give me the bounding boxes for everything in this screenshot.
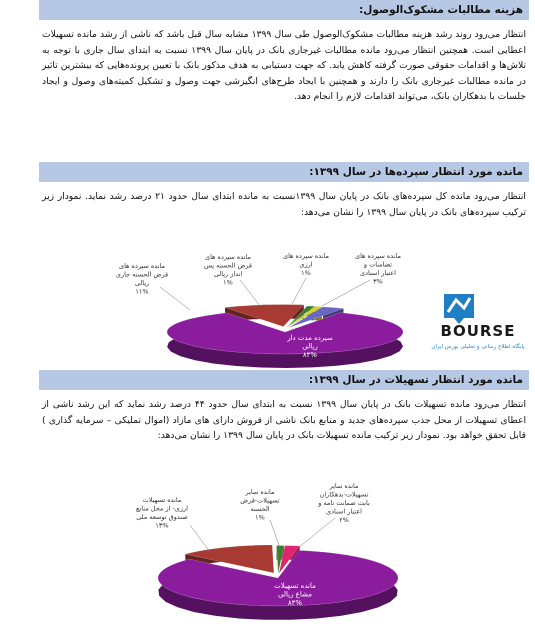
pie-label-text: الحسنه [250, 505, 270, 513]
section-heading-deposits: مانده مورد انتظار سپرده‌ها در سال ۱۳۹۹: [39, 162, 529, 182]
pie-label [204, 253, 252, 287]
loans-pie-chart [120, 470, 430, 640]
pie-label-text: ریالی [134, 279, 150, 287]
pie-leader-line [292, 278, 306, 304]
pie-label-text: اعتبار اسنادی [326, 507, 362, 516]
bourse-logo-wordmark: BOURSE [440, 322, 516, 340]
pie-label-text: صندوق توسعه ملی [136, 513, 188, 521]
pie-label-text: تضامنات و [363, 260, 393, 269]
pie-label-text: مانده سایر [245, 488, 275, 496]
pie-label-text: ۱% [301, 269, 311, 277]
pie-label-text: مانده سپرده های [204, 253, 252, 261]
pie-label-text: مانده سایر [329, 482, 359, 490]
pie-label [317, 482, 370, 524]
pie-label-text: مانده سپرده های [118, 262, 166, 270]
pie-label-text: اعتبار اسنادی [360, 269, 396, 277]
bourse-emblem-icon [444, 294, 474, 324]
paragraph-deposits: انتظار می‌رود مانده کل سپرده‌های بانک در پایان سال ۱۳۹۹نسبت به مانده ابتدای سال حدود ۲۱ درصد رشد نماید. نمودار زیر ترکیب سپرده‌های بانک در پایان سال ۱۳۹۹ را نشان می‌دهد: [42, 191, 526, 218]
pie-label-text: قرض الحسنه پس [203, 261, 253, 270]
pie-label-text: بابت ضمانت نامه و [318, 499, 370, 507]
pie-label-text: سپرده مدت دار [287, 334, 333, 342]
pie-leader-line [190, 525, 210, 552]
pie-label [283, 252, 329, 277]
pie-label-text: مانده سپرده های [282, 252, 330, 260]
pie-leader-line [270, 520, 280, 548]
pie-label [136, 496, 188, 530]
pie-leader-line [322, 280, 370, 306]
pie-label-text: انداز ریالی [213, 270, 243, 278]
pie-label-text: تسهیلات-قرض [240, 496, 280, 505]
pie-label-text: ۱۱% [135, 287, 149, 296]
section-heading-doubtful-receivables: هزینه مطالبات مشکوک‌الوصول: [39, 0, 529, 20]
pie-leader-line [160, 287, 190, 310]
pie-label-text: ۸۴% [302, 351, 318, 359]
deposits-pie-chart [60, 232, 430, 372]
pie-label-text: مانده تسهیلات [142, 496, 182, 504]
pie-label-text: ارزی- از محل منابع [136, 504, 188, 513]
paragraph-doubtful-receivables: انتظار می‌رود روند رشد هزینه مطالبات مشکوک‌الوصول طی سال ۱۳۹۹ مشابه سال قبل باشد که ناشی از رشد مانده تسهیلات اعطایی است. همچنین انتظار می‌رود مانده مطالبات غیرجاری بانک در پایان سال ۱۳۹۹ نسبت به ابتدای سال جاری با توجه به تلاش‌ها و اقدامات حقوقی صورت گرفته کاهش یابد. که جهت دستیابی به هدف مذکور بانک با تعیین پرونده‌هایی که بیشترین تاثیر در مانده مطالبات غیرجاری بانک را دارند و همچنین با ایجاد طرح‌های انگیزشی جهت وصول و تشکیل کمیته‌های وصول و ایجاد جلسات با بدهکاران بانک، می‌تواند اقدامات لازم را انجام دهد. [42, 29, 527, 102]
pie-label-text: ۸۴% [287, 599, 303, 607]
pie-leader-line [240, 280, 260, 306]
pie-label [240, 488, 280, 522]
pie-label-text: تسهیلات-بدهکاران [319, 490, 369, 499]
pie-label [116, 262, 168, 296]
pie-label-text: مانده سپرده های [354, 252, 402, 260]
paragraph-loans: انتظار می‌رود مانده تسهیلات بانک در پایان سال ۱۳۹۹ نسبت به ابتدای سال حدود ۴۴ درصد رشد نماید که این رشد ناشی از اعطای تسهیلات از محل جذب سپرده‌های جدید و منابع بانک ناشی از فروش دارای های مازاد (اموال تملیکی – سرمایه گذاری ) قابل تحقق خواهد بود. نمودار زیر ترکیب مانده تسهیلات بانک در پایان سال ۱۳۹۹ را نشان می‌دهد: [42, 399, 526, 441]
bourse-logo-subtitle: پایگاه اطلاع رسانی و تحلیلی بورس ایران [431, 344, 525, 350]
pie-label-text: ریالی [302, 342, 318, 351]
pie-label-text: مانده تسهیلات [274, 582, 316, 590]
pie-label-text: ۱۳% [155, 521, 169, 530]
pie-label-text: قرض الحسنه جاری [115, 270, 169, 279]
pie-label-text: مشاع ریالی [278, 590, 312, 599]
pie-leader-line [298, 518, 335, 548]
section-heading-loans: مانده مورد انتظار تسهیلات در سال ۱۳۹۹: [39, 370, 529, 390]
pie-label-text: ۲% [339, 516, 349, 524]
pie-label-text: ۱% [223, 278, 233, 287]
pie-label-text: ۳% [373, 277, 383, 286]
pie-label-text: ارزی [299, 260, 313, 269]
bourse-logo [424, 292, 532, 354]
pie-label-text: ۱% [255, 513, 265, 522]
pie-label [355, 252, 401, 286]
